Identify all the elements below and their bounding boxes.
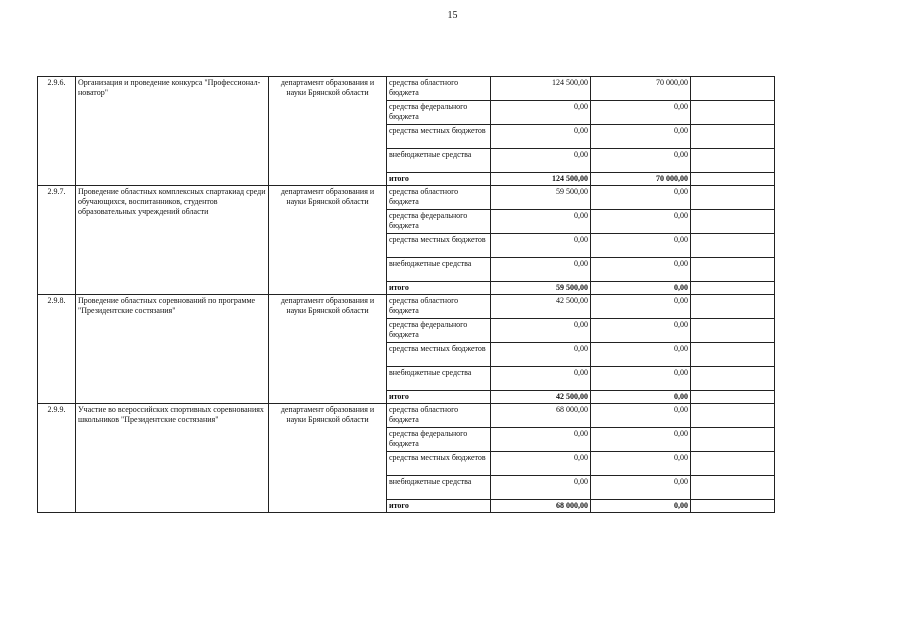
item-name: Проведение областных комплексных спартакиад среди обучающихся, воспитанников, студентов образовательных учреждений области: [76, 186, 269, 295]
funding-source-label: средства федерального бюджета: [387, 101, 491, 125]
item-name: Организация и проведение конкурса "Профессионал-новатор": [76, 77, 269, 186]
table-row: [38, 186, 775, 210]
amount-year-1: 0,00: [491, 476, 591, 500]
amount-year-2: 0,00: [591, 125, 691, 149]
amount-year-2: 0,00: [591, 476, 691, 500]
amount-year-1: 0,00: [491, 234, 591, 258]
funding-source-label: средства областного бюджета: [387, 186, 491, 210]
amount-year-3: [691, 210, 775, 234]
amount-year-3: [691, 258, 775, 282]
funding-source-label: итого: [387, 391, 491, 404]
funding-source-label: средства областного бюджета: [387, 295, 491, 319]
item-name: Проведение областных соревнований по программе "Президентские состязания": [76, 295, 269, 404]
funding-source-label: итого: [387, 500, 491, 513]
amount-year-2: 0,00: [591, 404, 691, 428]
amount-year-3: [691, 391, 775, 404]
amount-year-3: [691, 77, 775, 101]
amount-year-3: [691, 476, 775, 500]
funding-source-label: средства федерального бюджета: [387, 210, 491, 234]
amount-year-2: 0,00: [591, 391, 691, 404]
amount-year-3: [691, 295, 775, 319]
funding-source-label: внебюджетные средства: [387, 149, 491, 173]
item-name: Участие во всероссийских спортивных соревнованиях школьников "Президентские состязания": [76, 404, 269, 513]
amount-year-1: 0,00: [491, 319, 591, 343]
funding-source-label: средства местных бюджетов: [387, 125, 491, 149]
amount-year-2: 0,00: [591, 149, 691, 173]
amount-year-3: [691, 149, 775, 173]
amount-year-1: 0,00: [491, 210, 591, 234]
amount-year-2: 0,00: [591, 295, 691, 319]
amount-year-1: 42 500,00: [491, 295, 591, 319]
amount-year-2: 0,00: [591, 428, 691, 452]
amount-year-2: 0,00: [591, 258, 691, 282]
funding-source-label: итого: [387, 173, 491, 186]
amount-year-2: 0,00: [591, 282, 691, 295]
amount-year-1: 59 500,00: [491, 282, 591, 295]
item-number: 2.9.8.: [38, 295, 76, 404]
amount-year-1: 59 500,00: [491, 186, 591, 210]
table-row: [38, 295, 775, 319]
item-executor: департамент образования и науки Брянской области: [269, 295, 387, 404]
funding-source-label: итого: [387, 282, 491, 295]
amount-year-2: 70 000,00: [591, 77, 691, 101]
amount-year-2: 0,00: [591, 343, 691, 367]
amount-year-3: [691, 282, 775, 295]
amount-year-3: [691, 452, 775, 476]
amount-year-1: 68 000,00: [491, 500, 591, 513]
budget-table: [37, 76, 775, 513]
amount-year-2: 0,00: [591, 452, 691, 476]
funding-source-label: внебюджетные средства: [387, 367, 491, 391]
table-row: [38, 77, 775, 101]
page-number: 15: [447, 10, 458, 21]
funding-source-label: средства местных бюджетов: [387, 234, 491, 258]
funding-source-label: средства местных бюджетов: [387, 452, 491, 476]
amount-year-1: 42 500,00: [491, 391, 591, 404]
amount-year-1: 68 000,00: [491, 404, 591, 428]
funding-source-label: внебюджетные средства: [387, 476, 491, 500]
amount-year-1: 0,00: [491, 428, 591, 452]
amount-year-2: 0,00: [591, 234, 691, 258]
amount-year-3: [691, 404, 775, 428]
amount-year-1: 0,00: [491, 149, 591, 173]
funding-source-label: средства местных бюджетов: [387, 343, 491, 367]
amount-year-1: 0,00: [491, 452, 591, 476]
amount-year-1: 124 500,00: [491, 77, 591, 101]
amount-year-3: [691, 428, 775, 452]
amount-year-2: 0,00: [591, 319, 691, 343]
item-executor: департамент образования и науки Брянской области: [269, 186, 387, 295]
amount-year-1: 0,00: [491, 258, 591, 282]
amount-year-1: 0,00: [491, 343, 591, 367]
amount-year-3: [691, 234, 775, 258]
amount-year-2: 0,00: [591, 500, 691, 513]
table-row: [38, 404, 775, 428]
amount-year-1: 0,00: [491, 367, 591, 391]
funding-source-label: внебюджетные средства: [387, 258, 491, 282]
funding-source-label: средства областного бюджета: [387, 404, 491, 428]
item-number: 2.9.7.: [38, 186, 76, 295]
funding-source-label: средства областного бюджета: [387, 77, 491, 101]
amount-year-3: [691, 173, 775, 186]
item-executor: департамент образования и науки Брянской области: [269, 77, 387, 186]
amount-year-1: 0,00: [491, 101, 591, 125]
amount-year-2: 0,00: [591, 210, 691, 234]
amount-year-3: [691, 500, 775, 513]
amount-year-3: [691, 319, 775, 343]
amount-year-3: [691, 186, 775, 210]
funding-source-label: средства федерального бюджета: [387, 428, 491, 452]
amount-year-3: [691, 367, 775, 391]
item-number: 2.9.9.: [38, 404, 76, 513]
amount-year-1: 0,00: [491, 125, 591, 149]
amount-year-3: [691, 125, 775, 149]
amount-year-3: [691, 101, 775, 125]
amount-year-1: 124 500,00: [491, 173, 591, 186]
amount-year-2: 0,00: [591, 186, 691, 210]
item-number: 2.9.6.: [38, 77, 76, 186]
item-executor: департамент образования и науки Брянской области: [269, 404, 387, 513]
amount-year-2: 0,00: [591, 367, 691, 391]
amount-year-3: [691, 343, 775, 367]
funding-source-label: средства федерального бюджета: [387, 319, 491, 343]
amount-year-2: 0,00: [591, 101, 691, 125]
amount-year-2: 70 000,00: [591, 173, 691, 186]
